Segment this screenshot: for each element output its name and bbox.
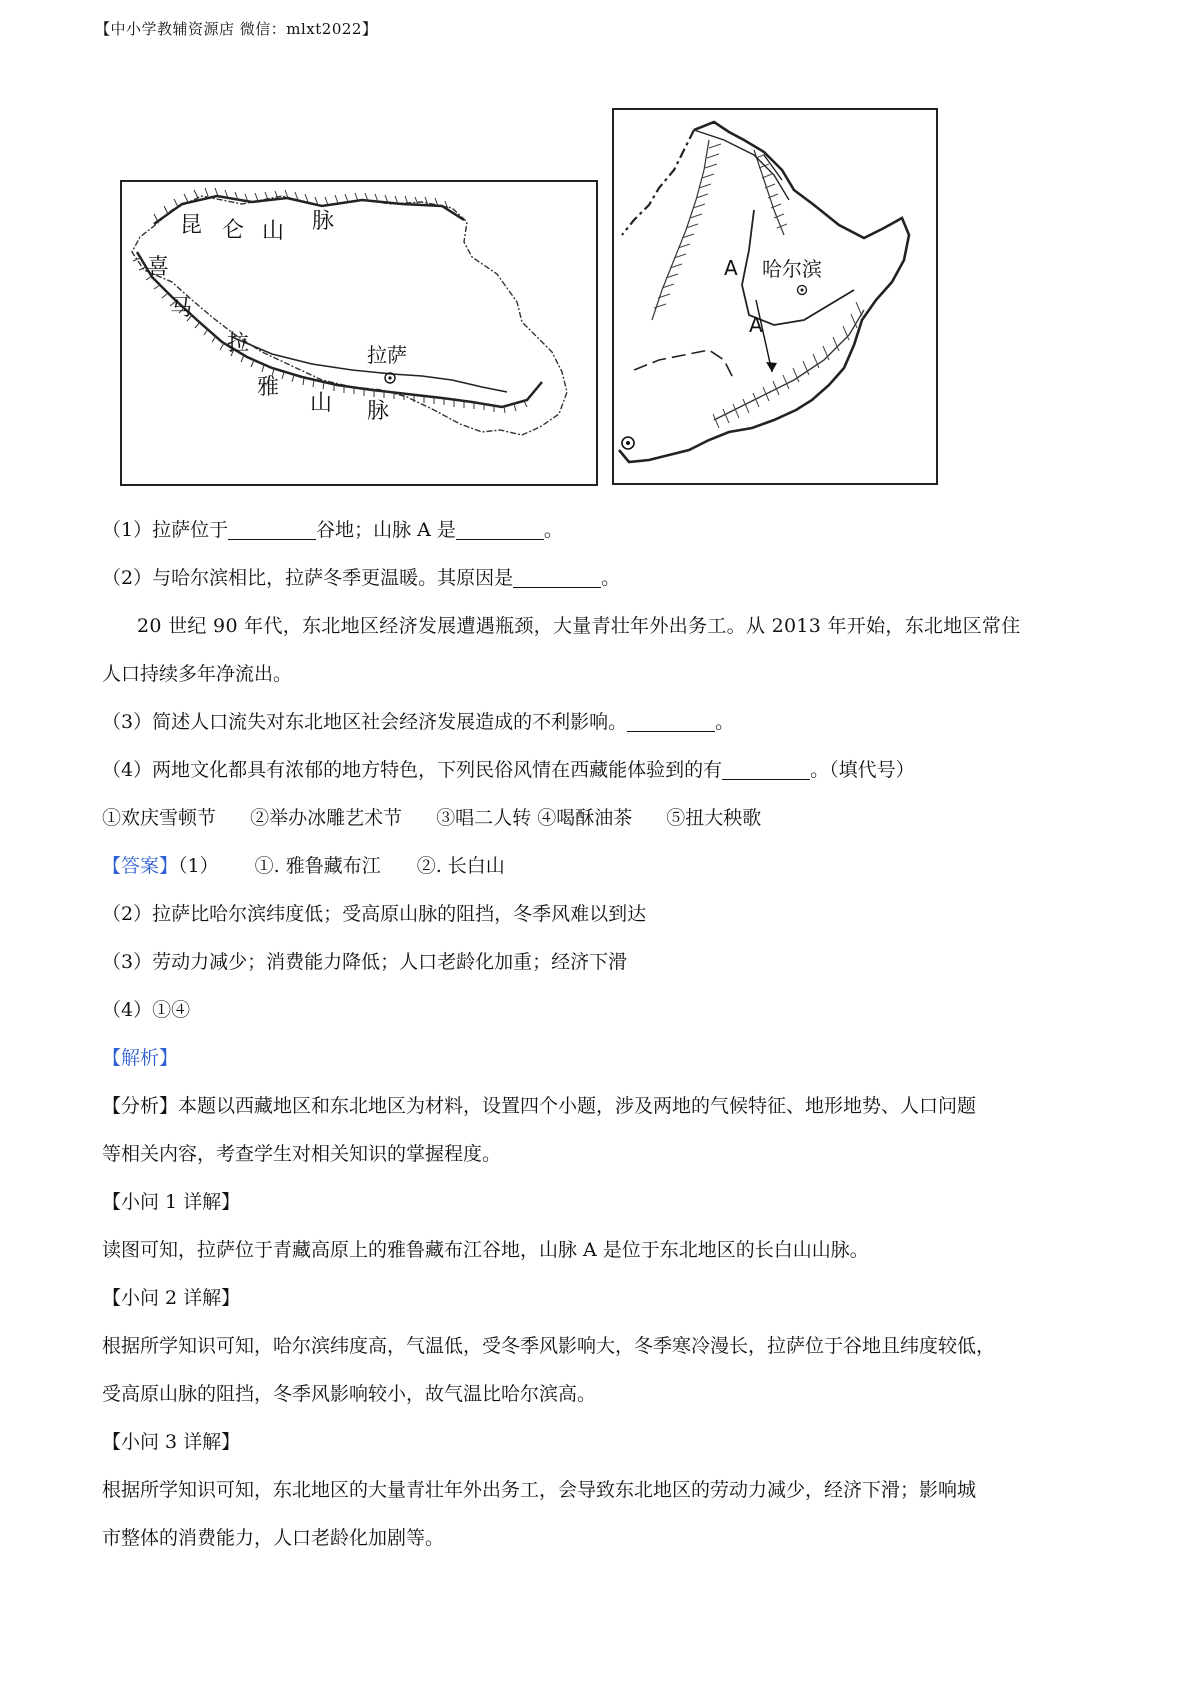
label-kunlun-3: 山 bbox=[262, 219, 285, 244]
answer-1: 【答案】（1） ①. 雅鲁藏布江 ②. 长白山 bbox=[102, 855, 505, 877]
answer-blank-2 bbox=[513, 559, 601, 588]
question-3: （3）简述人口流失对东北地区社会经济发展造成的不利影响。 。 bbox=[102, 698, 1102, 746]
answer-blank-1b bbox=[456, 511, 544, 540]
northeast-map bbox=[612, 108, 938, 485]
answer-blank-4 bbox=[722, 751, 810, 780]
question-4-options bbox=[102, 794, 1102, 842]
answer-4: （4）①④ bbox=[102, 999, 191, 1021]
label-kunlun-2: 仑 bbox=[222, 218, 245, 243]
answer-3: （3）劳动力减少；消费能力降低；人口老龄化加重；经济下滑 bbox=[102, 951, 628, 973]
detail-2-line-1: 根据所学知识可知，哈尔滨纬度高，气温低，受冬季风影响大，冬季寒冷漫长，拉萨位于谷地且纬度较低， bbox=[102, 1335, 996, 1357]
label-kunlun-1: 昆 bbox=[180, 213, 203, 238]
liao-river bbox=[634, 350, 734, 380]
northeast-boundary bbox=[619, 122, 909, 462]
label-himalaya-2: 马 bbox=[170, 296, 193, 321]
changbai-range bbox=[714, 310, 864, 420]
arrow-head bbox=[766, 362, 777, 372]
detail-3-line-1: 根据所学知识可知，东北地区的大量青壮年外出务工，会导致东北地区的劳动力减少，经济下滑；影响城 bbox=[102, 1479, 977, 1501]
label-himalaya-6: 脉 bbox=[367, 399, 390, 424]
detail-3-line-2: 市整体的消费能力，人口老龄化加剧等。 bbox=[102, 1527, 445, 1549]
option-2: ②举办冰雕艺术节 bbox=[250, 807, 403, 829]
himalaya-range bbox=[137, 252, 542, 407]
label-mountain-a-upper: A bbox=[724, 256, 738, 280]
label-himalaya-3: 拉 bbox=[227, 331, 250, 356]
header-watermark: 【中小学教辅资源店 微信：mlxt2022】 bbox=[95, 20, 378, 38]
label-himalaya-1: 喜 bbox=[147, 255, 170, 280]
answer-blank-3 bbox=[627, 703, 715, 732]
label-harbin: 哈尔滨 bbox=[762, 257, 822, 281]
answer-2: （2）拉萨比哈尔滨纬度低；受高原山脉的阻挡，冬季风难以到达 bbox=[102, 903, 647, 925]
option-5: ⑤扭大秧歌 bbox=[666, 807, 762, 829]
passage-line-2: 人口持续多年净流出。 bbox=[102, 663, 293, 685]
tibet-map-svg bbox=[122, 182, 596, 484]
daxinganling-range bbox=[652, 140, 709, 320]
question-1: （1）拉萨位于 谷地；山脉 A 是 。 bbox=[102, 506, 1102, 554]
northeast-map-svg bbox=[614, 110, 936, 483]
detail-1-text: 读图可知，拉萨位于青藏高原上的雅鲁藏布江谷地，山脉 A 是位于东北地区的长白山山脉。 bbox=[102, 1239, 869, 1261]
option-3: ③唱二人转 bbox=[436, 807, 532, 829]
label-himalaya-5: 山 bbox=[310, 391, 333, 416]
label-himalaya-4: 雅 bbox=[257, 375, 280, 400]
changbai-hatch bbox=[713, 302, 862, 428]
document-body bbox=[102, 506, 1102, 1562]
answer-tag: 【答案】 bbox=[102, 855, 179, 877]
option-4: ④喝酥油茶 bbox=[537, 807, 633, 829]
detail-2-line-2: 受高原山脉的阻挡，冬季风影响较小，故气温比哈尔滨高。 bbox=[102, 1383, 597, 1405]
himalaya-hatch bbox=[133, 258, 527, 413]
west-boundary bbox=[622, 130, 694, 235]
tibet-map bbox=[120, 180, 598, 486]
analysis-tag: 【解析】 bbox=[102, 1047, 179, 1069]
option-1: ①欢庆雪顿节 bbox=[102, 807, 217, 829]
detail-1-title: 【小问 1 详解】 bbox=[102, 1191, 241, 1213]
label-kunlun-4: 脉 bbox=[312, 209, 335, 234]
label-lhasa: 拉萨 bbox=[367, 343, 407, 367]
label-mountain-a-lower: A bbox=[749, 313, 763, 337]
heilong-river bbox=[694, 130, 789, 200]
question-4: （4）两地文化都具有浓郁的地方特色，下列民俗风情在西藏能体验到的有 。（填代号） bbox=[102, 746, 1102, 794]
analysis-intro-2: 等相关内容，考查学生对相关知识的掌握程度。 bbox=[102, 1143, 502, 1165]
detail-2-title: 【小问 2 详解】 bbox=[102, 1287, 241, 1309]
answer-blank-1a bbox=[228, 511, 316, 540]
detail-3-title: 【小问 3 详解】 bbox=[102, 1431, 241, 1453]
passage-line-1: 20 世纪 90 年代，东北地区经济发展遭遇瓶颈，大量青壮年外出务工。从 2013 年开始，东北地区常住 bbox=[137, 615, 1021, 637]
question-2: （2）与哈尔滨相比，拉萨冬季更温暖。其原因是 。 bbox=[102, 554, 1102, 602]
analysis-intro-1: 【分析】本题以西藏地区和东北地区为材料，设置四个小题，涉及两地的气候特征、地形地势、人口问题 bbox=[102, 1095, 977, 1117]
